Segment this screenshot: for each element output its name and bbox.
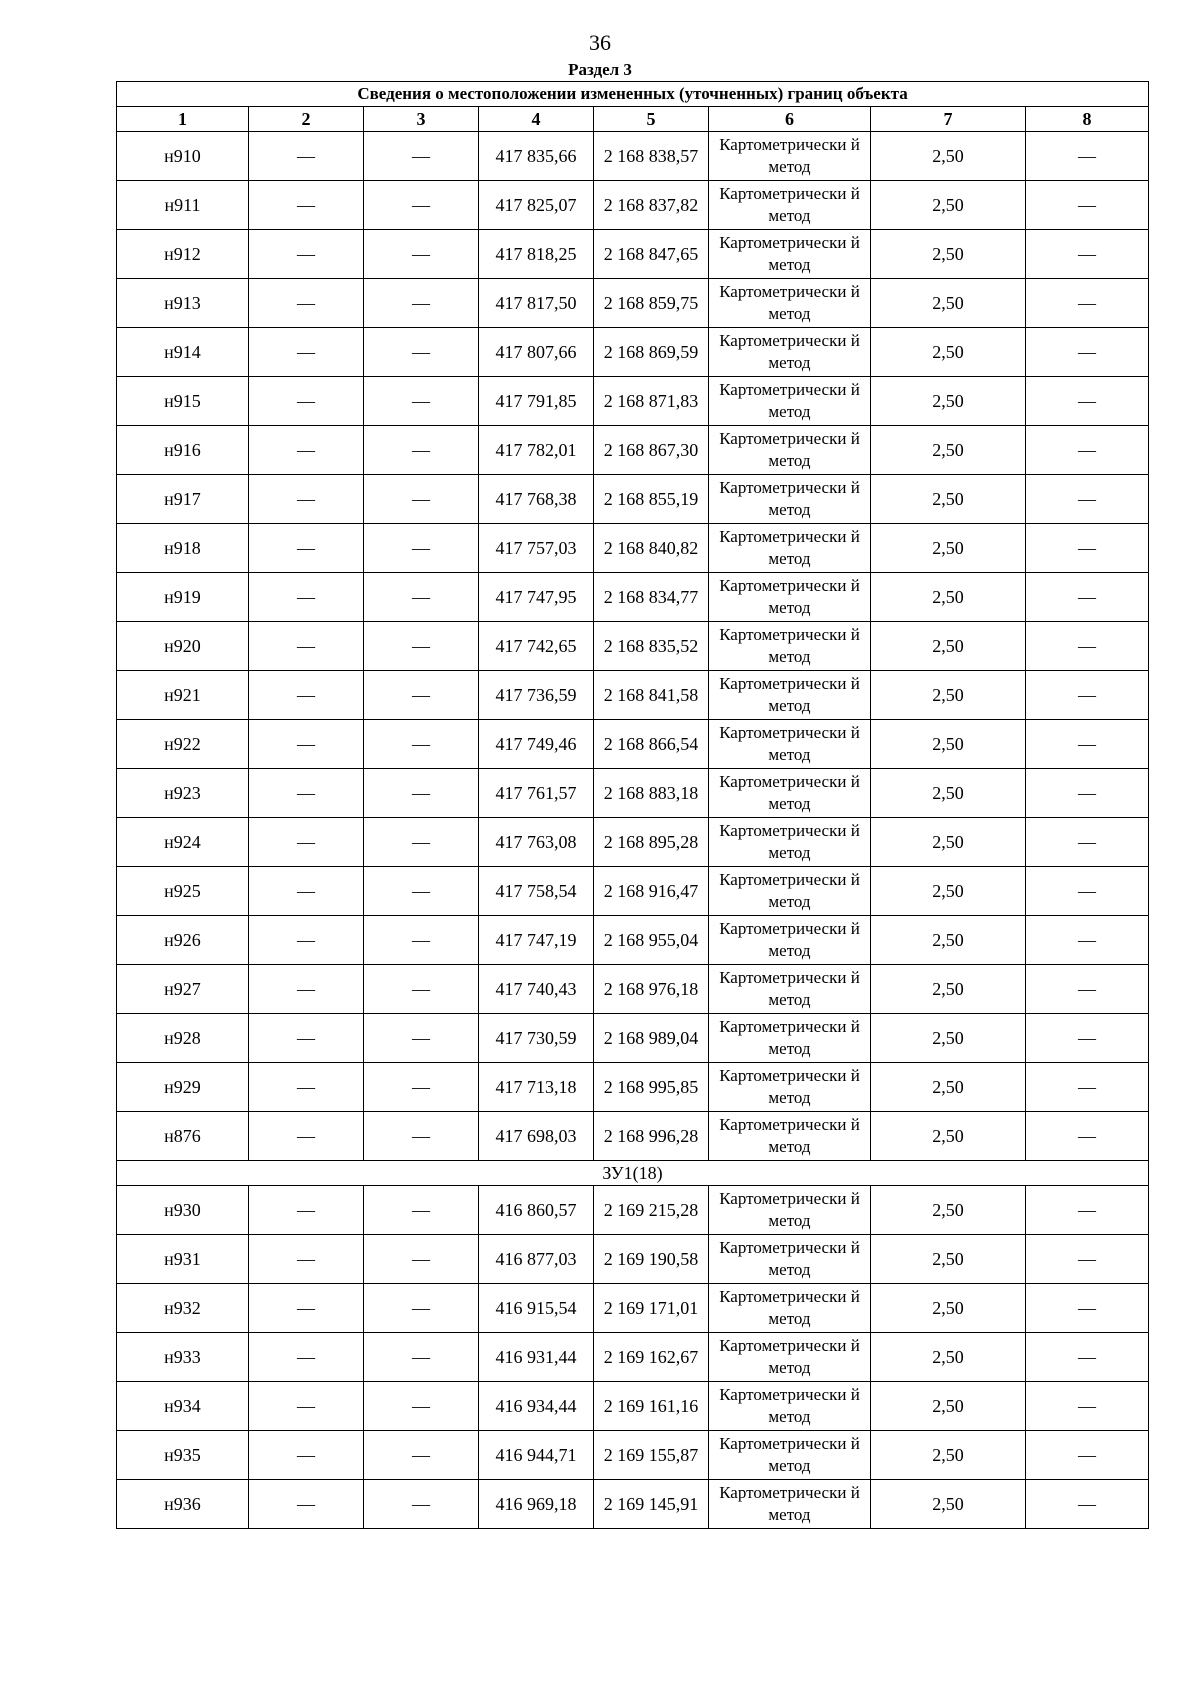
- y-coordinate-cell: 2 168 916,47: [594, 867, 709, 916]
- method-cell: Картометрически й метод: [709, 1333, 871, 1382]
- table-caption: Сведения о местоположении измененных (уточненных) границ объекта: [117, 82, 1149, 107]
- y-coordinate-cell: 2 169 215,28: [594, 1186, 709, 1235]
- column-3-cell: —: [364, 818, 479, 867]
- column-3-cell: —: [364, 230, 479, 279]
- accuracy-cell: 2,50: [871, 1382, 1026, 1431]
- table-row: [117, 1186, 1149, 1235]
- column-header: 7: [871, 107, 1026, 132]
- method-cell: Картометрически й метод: [709, 965, 871, 1014]
- x-coordinate-cell: 417 818,25: [479, 230, 594, 279]
- y-coordinate-cell: 2 168 855,19: [594, 475, 709, 524]
- accuracy-cell: 2,50: [871, 475, 1026, 524]
- column-8-cell: —: [1026, 867, 1149, 916]
- table-row: [117, 1431, 1149, 1480]
- column-2-cell: —: [249, 524, 364, 573]
- y-coordinate-cell: 2 168 871,83: [594, 377, 709, 426]
- table-row: [117, 867, 1149, 916]
- x-coordinate-cell: 417 758,54: [479, 867, 594, 916]
- accuracy-cell: 2,50: [871, 671, 1026, 720]
- column-8-cell: —: [1026, 377, 1149, 426]
- method-cell: Картометрически й метод: [709, 573, 871, 622]
- table-row: [117, 279, 1149, 328]
- column-8-cell: —: [1026, 1382, 1149, 1431]
- column-8-cell: —: [1026, 1112, 1149, 1161]
- column-8-cell: —: [1026, 1480, 1149, 1529]
- group-label: ЗУ1(18): [117, 1161, 1149, 1186]
- accuracy-cell: 2,50: [871, 230, 1026, 279]
- method-cell: Картометрически й метод: [709, 769, 871, 818]
- x-coordinate-cell: 416 944,71: [479, 1431, 594, 1480]
- x-coordinate-cell: 417 713,18: [479, 1063, 594, 1112]
- method-cell: Картометрически й метод: [709, 475, 871, 524]
- point-number-cell: н917: [117, 475, 249, 524]
- y-coordinate-cell: 2 169 171,01: [594, 1284, 709, 1333]
- y-coordinate-cell: 2 169 145,91: [594, 1480, 709, 1529]
- y-coordinate-cell: 2 168 837,82: [594, 181, 709, 230]
- column-8-cell: —: [1026, 720, 1149, 769]
- column-2-cell: —: [249, 475, 364, 524]
- x-coordinate-cell: 417 698,03: [479, 1112, 594, 1161]
- column-2-cell: —: [249, 181, 364, 230]
- table-row: [117, 328, 1149, 377]
- accuracy-cell: 2,50: [871, 1112, 1026, 1161]
- table-row: [117, 475, 1149, 524]
- column-8-cell: —: [1026, 181, 1149, 230]
- point-number-cell: н931: [117, 1235, 249, 1284]
- method-cell: Картометрически й метод: [709, 916, 871, 965]
- accuracy-cell: 2,50: [871, 1333, 1026, 1382]
- column-8-cell: —: [1026, 1063, 1149, 1112]
- accuracy-cell: 2,50: [871, 1014, 1026, 1063]
- column-8-cell: —: [1026, 671, 1149, 720]
- column-2-cell: —: [249, 132, 364, 181]
- column-2-cell: —: [249, 1063, 364, 1112]
- accuracy-cell: 2,50: [871, 867, 1026, 916]
- section-title: Раздел 3: [568, 60, 632, 79]
- column-2-cell: —: [249, 720, 364, 769]
- point-number-cell: н927: [117, 965, 249, 1014]
- method-cell: Картометрически й метод: [709, 867, 871, 916]
- column-3-cell: —: [364, 916, 479, 965]
- accuracy-cell: 2,50: [871, 916, 1026, 965]
- x-coordinate-cell: 417 747,19: [479, 916, 594, 965]
- x-coordinate-cell: 417 768,38: [479, 475, 594, 524]
- accuracy-cell: 2,50: [871, 181, 1026, 230]
- y-coordinate-cell: 2 169 155,87: [594, 1431, 709, 1480]
- method-cell: Картометрически й метод: [709, 1063, 871, 1112]
- x-coordinate-cell: 417 747,95: [479, 573, 594, 622]
- column-header: 8: [1026, 107, 1149, 132]
- column-header-row: [117, 107, 1149, 132]
- column-2-cell: —: [249, 622, 364, 671]
- table-row: [117, 573, 1149, 622]
- point-number-cell: н920: [117, 622, 249, 671]
- column-8-cell: —: [1026, 1186, 1149, 1235]
- method-cell: Картометрически й метод: [709, 1112, 871, 1161]
- table-row: [117, 1382, 1149, 1431]
- y-coordinate-cell: 2 168 995,85: [594, 1063, 709, 1112]
- table-row: [117, 1014, 1149, 1063]
- x-coordinate-cell: 416 860,57: [479, 1186, 594, 1235]
- y-coordinate-cell: 2 168 989,04: [594, 1014, 709, 1063]
- method-cell: Картометрически й метод: [709, 1382, 871, 1431]
- point-number-cell: н914: [117, 328, 249, 377]
- method-cell: Картометрически й метод: [709, 720, 871, 769]
- page-number: 36: [589, 30, 611, 55]
- y-coordinate-cell: 2 168 841,58: [594, 671, 709, 720]
- x-coordinate-cell: 417 763,08: [479, 818, 594, 867]
- point-number-cell: н934: [117, 1382, 249, 1431]
- column-8-cell: —: [1026, 1235, 1149, 1284]
- method-cell: Картометрически й метод: [709, 377, 871, 426]
- column-8-cell: —: [1026, 1431, 1149, 1480]
- y-coordinate-cell: 2 168 838,57: [594, 132, 709, 181]
- accuracy-cell: 2,50: [871, 279, 1026, 328]
- table-row: [117, 1284, 1149, 1333]
- column-8-cell: —: [1026, 132, 1149, 181]
- y-coordinate-cell: 2 168 859,75: [594, 279, 709, 328]
- point-number-cell: н923: [117, 769, 249, 818]
- x-coordinate-cell: 417 730,59: [479, 1014, 594, 1063]
- point-number-cell: н930: [117, 1186, 249, 1235]
- column-3-cell: —: [364, 867, 479, 916]
- x-coordinate-cell: 417 791,85: [479, 377, 594, 426]
- column-2-cell: —: [249, 1382, 364, 1431]
- column-3-cell: —: [364, 181, 479, 230]
- table-row: [117, 230, 1149, 279]
- accuracy-cell: 2,50: [871, 622, 1026, 671]
- method-cell: Картометрически й метод: [709, 1014, 871, 1063]
- method-cell: Картометрически й метод: [709, 181, 871, 230]
- column-2-cell: —: [249, 573, 364, 622]
- method-cell: Картометрически й метод: [709, 1235, 871, 1284]
- accuracy-cell: 2,50: [871, 426, 1026, 475]
- column-8-cell: —: [1026, 1014, 1149, 1063]
- x-coordinate-cell: 417 825,07: [479, 181, 594, 230]
- column-2-cell: —: [249, 377, 364, 426]
- method-cell: Картометрически й метод: [709, 524, 871, 573]
- column-header: 6: [709, 107, 871, 132]
- column-2-cell: —: [249, 1333, 364, 1382]
- table-row: [117, 720, 1149, 769]
- column-8-cell: —: [1026, 916, 1149, 965]
- y-coordinate-cell: 2 168 835,52: [594, 622, 709, 671]
- table-row: [117, 1480, 1149, 1529]
- point-number-cell: н921: [117, 671, 249, 720]
- column-2-cell: —: [249, 1112, 364, 1161]
- table-row: [117, 965, 1149, 1014]
- method-cell: Картометрически й метод: [709, 818, 871, 867]
- coordinates-table: [116, 81, 1149, 1529]
- x-coordinate-cell: 416 969,18: [479, 1480, 594, 1529]
- column-2-cell: —: [249, 965, 364, 1014]
- column-3-cell: —: [364, 1431, 479, 1480]
- x-coordinate-cell: 416 877,03: [479, 1235, 594, 1284]
- point-number-cell: н916: [117, 426, 249, 475]
- table-row: [117, 818, 1149, 867]
- column-3-cell: —: [364, 426, 479, 475]
- column-3-cell: —: [364, 1480, 479, 1529]
- y-coordinate-cell: 2 168 996,28: [594, 1112, 709, 1161]
- column-3-cell: —: [364, 1284, 479, 1333]
- x-coordinate-cell: 417 742,65: [479, 622, 594, 671]
- point-number-cell: н913: [117, 279, 249, 328]
- x-coordinate-cell: 417 761,57: [479, 769, 594, 818]
- column-3-cell: —: [364, 377, 479, 426]
- column-3-cell: —: [364, 622, 479, 671]
- accuracy-cell: 2,50: [871, 328, 1026, 377]
- column-3-cell: —: [364, 1112, 479, 1161]
- table-row: [117, 132, 1149, 181]
- accuracy-cell: 2,50: [871, 965, 1026, 1014]
- column-2-cell: —: [249, 1431, 364, 1480]
- point-number-cell: н876: [117, 1112, 249, 1161]
- column-3-cell: —: [364, 1333, 479, 1382]
- column-3-cell: —: [364, 1063, 479, 1112]
- y-coordinate-cell: 2 169 190,58: [594, 1235, 709, 1284]
- y-coordinate-cell: 2 168 955,04: [594, 916, 709, 965]
- column-8-cell: —: [1026, 328, 1149, 377]
- column-3-cell: —: [364, 1235, 479, 1284]
- column-3-cell: —: [364, 769, 479, 818]
- column-2-cell: —: [249, 279, 364, 328]
- column-8-cell: —: [1026, 426, 1149, 475]
- table-row: [117, 1235, 1149, 1284]
- accuracy-cell: 2,50: [871, 720, 1026, 769]
- column-3-cell: —: [364, 132, 479, 181]
- x-coordinate-cell: 416 915,54: [479, 1284, 594, 1333]
- table-row: [117, 181, 1149, 230]
- point-number-cell: н922: [117, 720, 249, 769]
- method-cell: Картометрически й метод: [709, 1480, 871, 1529]
- accuracy-cell: 2,50: [871, 769, 1026, 818]
- accuracy-cell: 2,50: [871, 132, 1026, 181]
- column-8-cell: —: [1026, 769, 1149, 818]
- column-3-cell: —: [364, 1186, 479, 1235]
- column-header: 1: [117, 107, 249, 132]
- method-cell: Картометрически й метод: [709, 426, 871, 475]
- point-number-cell: н932: [117, 1284, 249, 1333]
- accuracy-cell: 2,50: [871, 818, 1026, 867]
- column-2-cell: —: [249, 818, 364, 867]
- table-row: [117, 1063, 1149, 1112]
- column-8-cell: —: [1026, 965, 1149, 1014]
- column-2-cell: —: [249, 1284, 364, 1333]
- column-3-cell: —: [364, 328, 479, 377]
- group-row: [117, 1161, 1149, 1186]
- point-number-cell: н910: [117, 132, 249, 181]
- column-8-cell: —: [1026, 279, 1149, 328]
- point-number-cell: н924: [117, 818, 249, 867]
- point-number-cell: н933: [117, 1333, 249, 1382]
- accuracy-cell: 2,50: [871, 1284, 1026, 1333]
- method-cell: Картометрически й метод: [709, 1284, 871, 1333]
- x-coordinate-cell: 416 931,44: [479, 1333, 594, 1382]
- table-row: [117, 524, 1149, 573]
- column-3-cell: —: [364, 475, 479, 524]
- x-coordinate-cell: 417 835,66: [479, 132, 594, 181]
- column-3-cell: —: [364, 1014, 479, 1063]
- table-body: [117, 132, 1149, 1529]
- y-coordinate-cell: 2 168 867,30: [594, 426, 709, 475]
- column-header: 2: [249, 107, 364, 132]
- accuracy-cell: 2,50: [871, 573, 1026, 622]
- y-coordinate-cell: 2 168 869,59: [594, 328, 709, 377]
- y-coordinate-cell: 2 168 866,54: [594, 720, 709, 769]
- accuracy-cell: 2,50: [871, 377, 1026, 426]
- point-number-cell: н912: [117, 230, 249, 279]
- column-3-cell: —: [364, 965, 479, 1014]
- accuracy-cell: 2,50: [871, 1186, 1026, 1235]
- column-3-cell: —: [364, 671, 479, 720]
- method-cell: Картометрически й метод: [709, 671, 871, 720]
- x-coordinate-cell: 416 934,44: [479, 1382, 594, 1431]
- y-coordinate-cell: 2 168 883,18: [594, 769, 709, 818]
- accuracy-cell: 2,50: [871, 1063, 1026, 1112]
- column-2-cell: —: [249, 671, 364, 720]
- column-2-cell: —: [249, 769, 364, 818]
- table-row: [117, 916, 1149, 965]
- table-row: [117, 426, 1149, 475]
- column-3-cell: —: [364, 1382, 479, 1431]
- column-8-cell: —: [1026, 230, 1149, 279]
- table-caption-row: [117, 82, 1149, 107]
- table-row: [117, 1333, 1149, 1382]
- column-header: 3: [364, 107, 479, 132]
- column-3-cell: —: [364, 720, 479, 769]
- x-coordinate-cell: 417 736,59: [479, 671, 594, 720]
- column-8-cell: —: [1026, 1333, 1149, 1382]
- method-cell: Картометрически й метод: [709, 279, 871, 328]
- column-2-cell: —: [249, 916, 364, 965]
- column-8-cell: —: [1026, 622, 1149, 671]
- x-coordinate-cell: 417 740,43: [479, 965, 594, 1014]
- table-row: [117, 622, 1149, 671]
- method-cell: Картометрически й метод: [709, 230, 871, 279]
- y-coordinate-cell: 2 168 895,28: [594, 818, 709, 867]
- table-row: [117, 671, 1149, 720]
- y-coordinate-cell: 2 169 161,16: [594, 1382, 709, 1431]
- method-cell: Картометрически й метод: [709, 132, 871, 181]
- accuracy-cell: 2,50: [871, 1480, 1026, 1529]
- column-8-cell: —: [1026, 1284, 1149, 1333]
- column-8-cell: —: [1026, 573, 1149, 622]
- column-header: 5: [594, 107, 709, 132]
- table-row: [117, 769, 1149, 818]
- accuracy-cell: 2,50: [871, 1431, 1026, 1480]
- point-number-cell: н911: [117, 181, 249, 230]
- column-3-cell: —: [364, 573, 479, 622]
- column-2-cell: —: [249, 1014, 364, 1063]
- column-8-cell: —: [1026, 524, 1149, 573]
- y-coordinate-cell: 2 168 834,77: [594, 573, 709, 622]
- accuracy-cell: 2,50: [871, 1235, 1026, 1284]
- y-coordinate-cell: 2 168 847,65: [594, 230, 709, 279]
- column-2-cell: —: [249, 1480, 364, 1529]
- column-2-cell: —: [249, 426, 364, 475]
- column-3-cell: —: [364, 524, 479, 573]
- point-number-cell: н925: [117, 867, 249, 916]
- point-number-cell: н915: [117, 377, 249, 426]
- point-number-cell: н935: [117, 1431, 249, 1480]
- method-cell: Картометрически й метод: [709, 1186, 871, 1235]
- y-coordinate-cell: 2 168 976,18: [594, 965, 709, 1014]
- point-number-cell: н928: [117, 1014, 249, 1063]
- column-2-cell: —: [249, 867, 364, 916]
- column-2-cell: —: [249, 1186, 364, 1235]
- column-header: 4: [479, 107, 594, 132]
- accuracy-cell: 2,50: [871, 524, 1026, 573]
- point-number-cell: н926: [117, 916, 249, 965]
- y-coordinate-cell: 2 169 162,67: [594, 1333, 709, 1382]
- x-coordinate-cell: 417 807,66: [479, 328, 594, 377]
- column-2-cell: —: [249, 1235, 364, 1284]
- column-2-cell: —: [249, 328, 364, 377]
- point-number-cell: н936: [117, 1480, 249, 1529]
- method-cell: Картометрически й метод: [709, 1431, 871, 1480]
- point-number-cell: н929: [117, 1063, 249, 1112]
- method-cell: Картометрически й метод: [709, 328, 871, 377]
- column-8-cell: —: [1026, 475, 1149, 524]
- x-coordinate-cell: 417 749,46: [479, 720, 594, 769]
- table-row: [117, 377, 1149, 426]
- x-coordinate-cell: 417 757,03: [479, 524, 594, 573]
- column-8-cell: —: [1026, 818, 1149, 867]
- x-coordinate-cell: 417 817,50: [479, 279, 594, 328]
- table-row: [117, 1112, 1149, 1161]
- point-number-cell: н919: [117, 573, 249, 622]
- column-2-cell: —: [249, 230, 364, 279]
- method-cell: Картометрически й метод: [709, 622, 871, 671]
- y-coordinate-cell: 2 168 840,82: [594, 524, 709, 573]
- point-number-cell: н918: [117, 524, 249, 573]
- column-3-cell: —: [364, 279, 479, 328]
- x-coordinate-cell: 417 782,01: [479, 426, 594, 475]
